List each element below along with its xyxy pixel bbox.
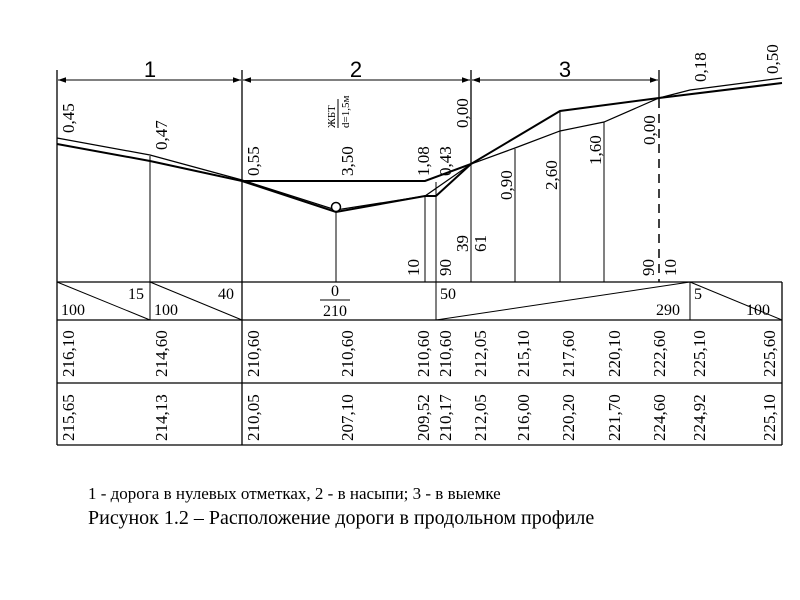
ground-elevation: 221,70 [605,394,624,441]
working-mark: 3,50 [338,146,357,176]
distance-label: 61 [471,235,490,252]
design-elevation: 217,60 [559,330,578,377]
ground-elevation: 216,00 [514,394,533,441]
working-mark: 2,60 [542,160,561,190]
working-mark: 0,50 [763,44,782,74]
section-1-label: 1 [143,57,157,82]
section-2-label: 2 [349,57,363,82]
slope-length: 290 [656,302,680,319]
ground-elevation: 224,92 [690,394,709,441]
working-mark: 0,47 [152,120,171,150]
distance-label: 10 [404,259,423,276]
design-elevation: 220,10 [605,330,624,377]
design-elevation: 225,60 [760,330,779,377]
working-mark: 1,08 [414,146,433,176]
ground-elevation: 212,05 [471,394,490,441]
design-elevation: 225,10 [690,330,709,377]
design-elevation: 210,60 [244,330,263,377]
ground-elevation: 210,17 [436,394,455,441]
culvert-type-label: ЖБТ [326,105,338,128]
ground-elevation: 214,13 [152,394,171,441]
ground-elevation: 207,10 [338,394,357,441]
design-elevation-row [59,330,779,377]
slope-value: 50 [440,286,456,303]
slope-value: 0 [331,283,339,300]
ground-elevation: 209,52 [414,394,433,441]
working-mark: 1,60 [586,135,605,165]
slope-value: 15 [128,286,144,303]
design-elevation: 214,60 [152,330,171,377]
working-mark: 0,18 [691,52,710,82]
design-elevation: 215,10 [514,330,533,377]
slope-value: 5 [694,286,702,303]
working-mark: 0,55 [244,146,263,176]
design-elevation: 210,60 [338,330,357,377]
working-mark: 0,45 [59,103,78,133]
slope-length: 210 [323,303,347,320]
ground-elevation: 224,60 [650,394,669,441]
ground-elevation: 215,65 [59,394,78,441]
section-3-label: 3 [558,57,572,82]
figure-caption: Рисунок 1.2 – Расположение дороги в продольном профиле [88,507,595,529]
slope-length: 100 [61,302,85,319]
culvert-symbol [332,203,341,212]
working-mark: 0,00 [453,98,472,128]
distance-label: 90 [436,259,455,276]
design-elevation: 210,60 [436,330,455,377]
slope-length: 100 [746,302,770,319]
design-elevation: 210,60 [414,330,433,377]
slope-length: 100 [154,302,178,319]
ground-elevation: 210,05 [244,394,263,441]
slope-diagonal [436,282,690,320]
distance-label: 10 [661,259,680,276]
legend-caption: 1 - дорога в нулевых отметках, 2 - в насыпи; 3 - в выемке [88,484,501,503]
working-mark: 0,00 [640,115,659,145]
culvert-diameter-label: d=1,5м [340,95,352,128]
ground-elevation: 220,20 [559,394,578,441]
ground-elevation: 225,10 [760,394,779,441]
distance-label: 39 [453,235,472,252]
working-mark: 0,43 [436,146,455,176]
slope-value: 40 [218,286,234,303]
design-elevation: 212,05 [471,330,490,377]
design-elevation: 222,60 [650,330,669,377]
ground-elevation-row [59,394,779,441]
distance-label: 90 [639,259,658,276]
design-elevation: 216,10 [59,330,78,377]
working-mark: 0,90 [497,170,516,200]
